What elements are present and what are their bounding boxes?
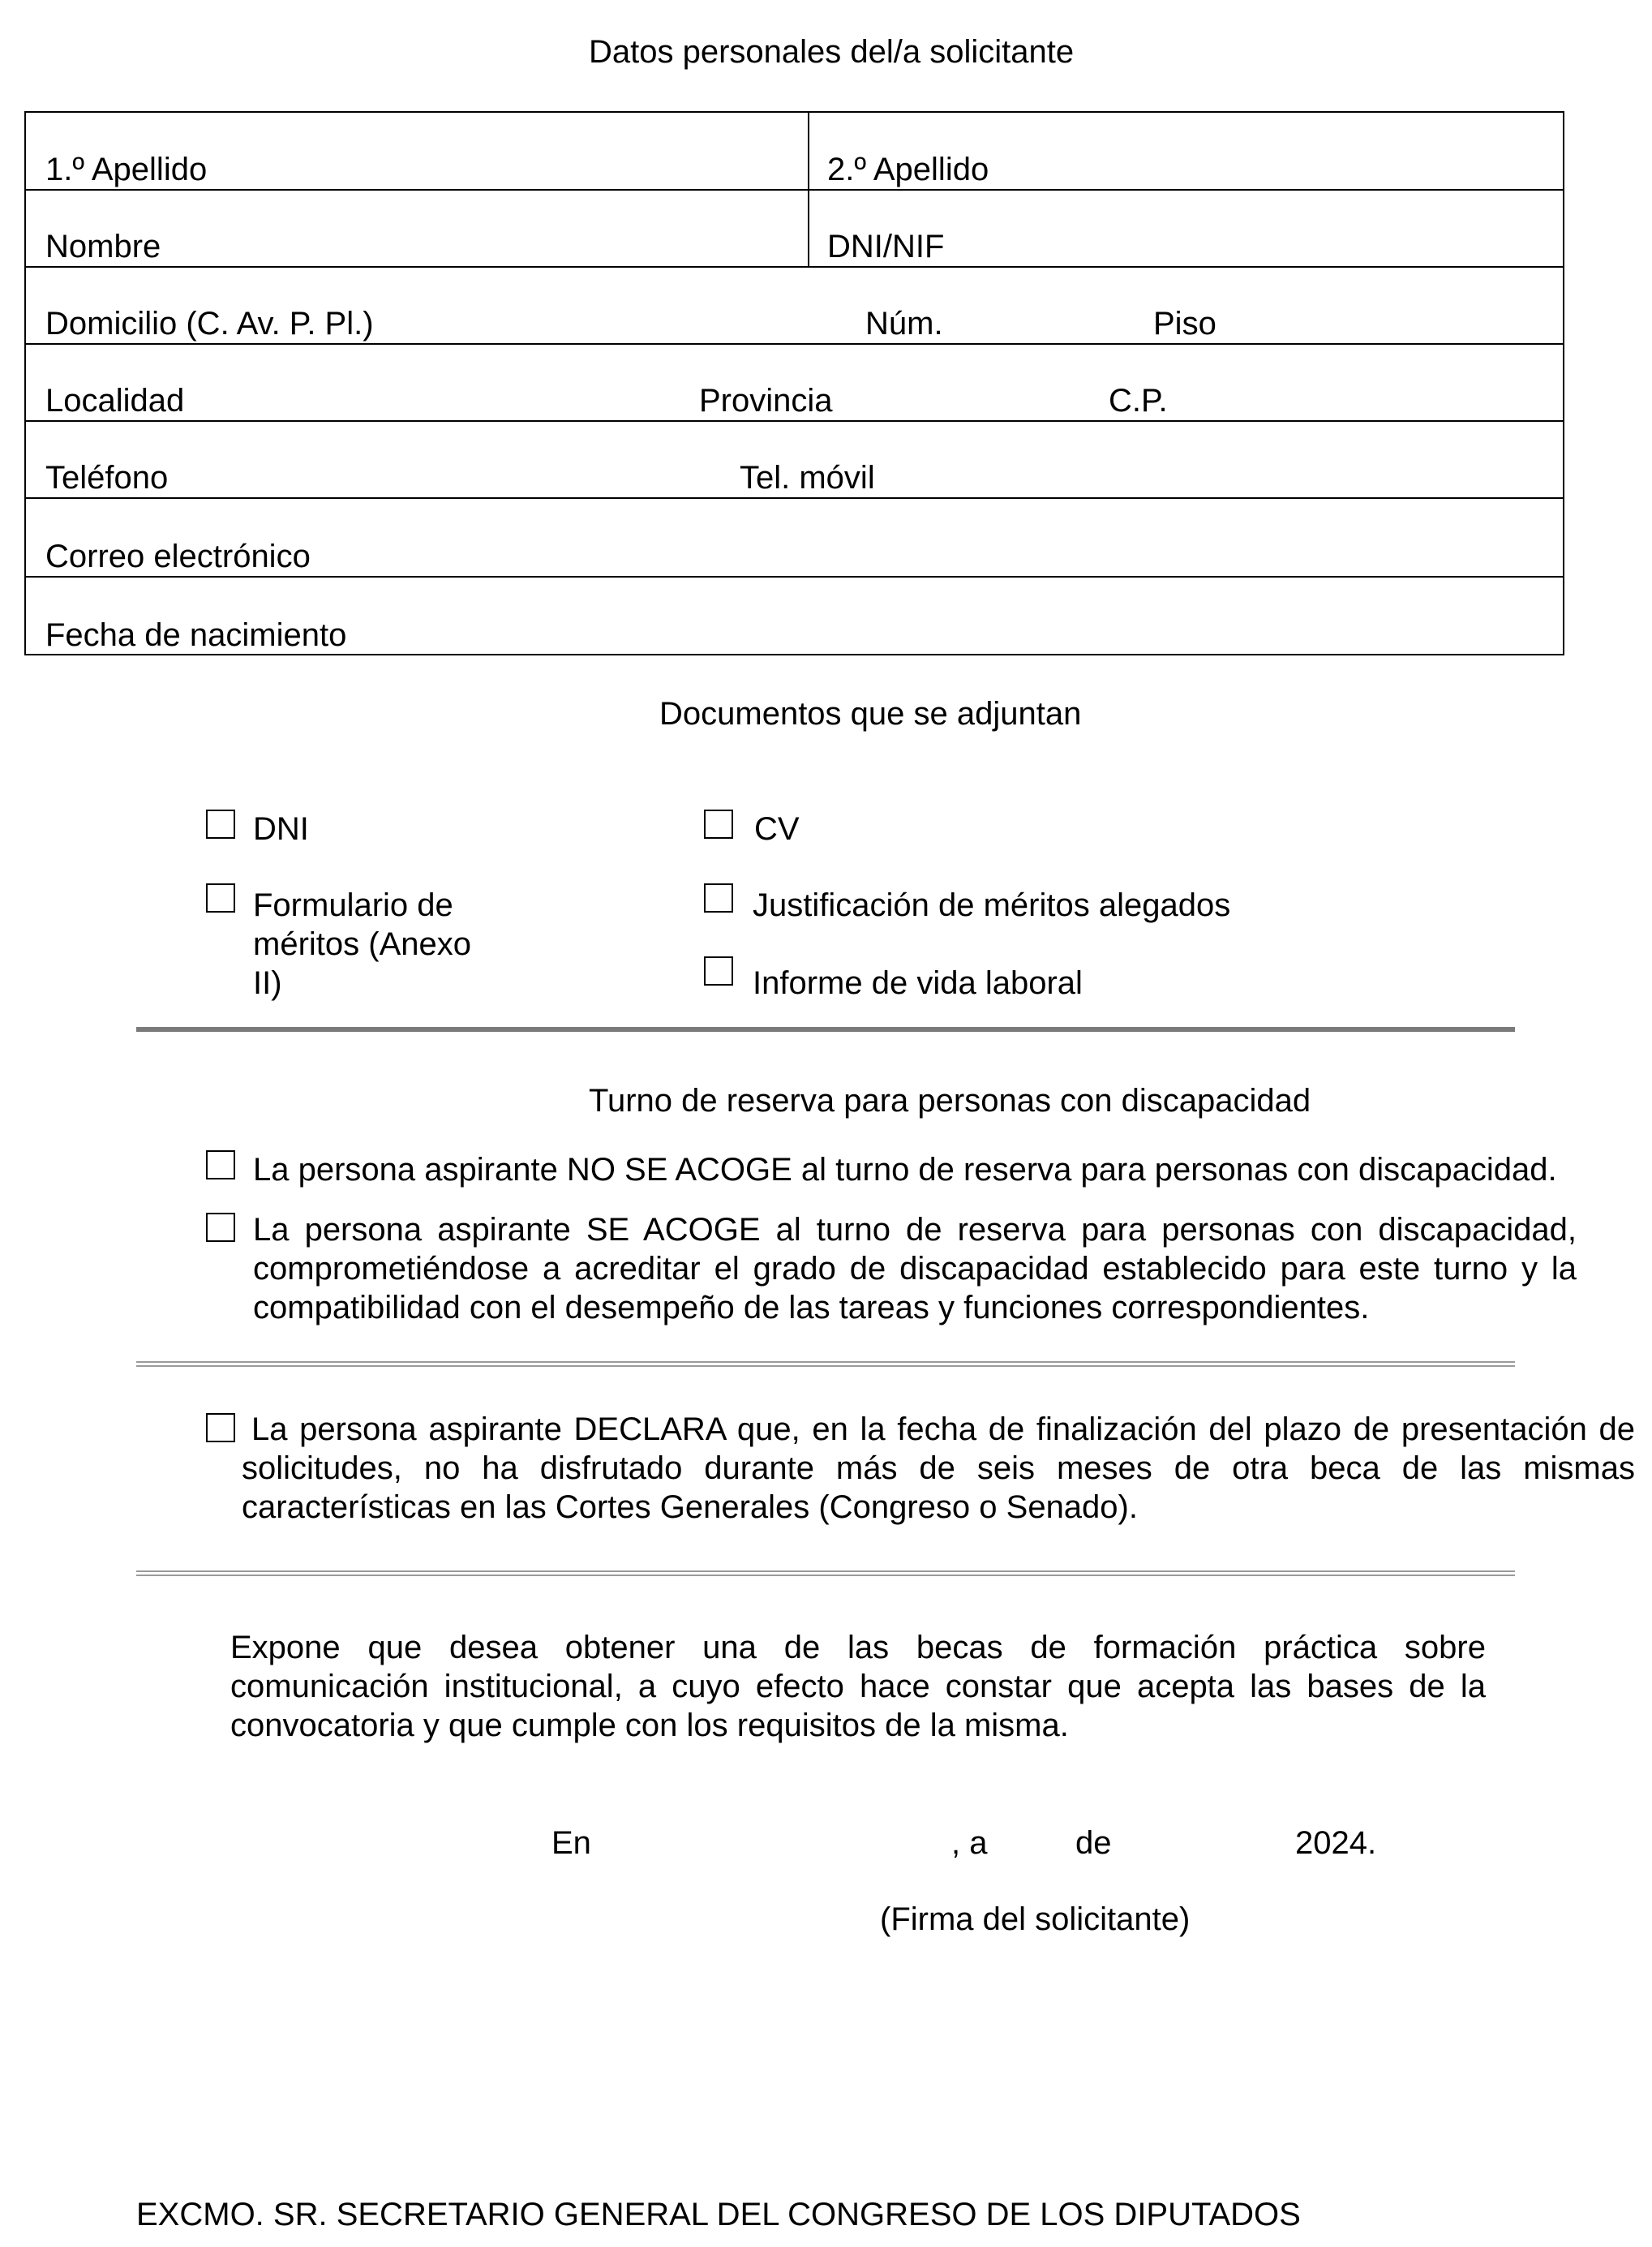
checkbox-label-dni: DNI: [253, 811, 309, 847]
checkbox-acoge[interactable]: [206, 1213, 235, 1242]
field-label-cp[interactable]: C.P.: [1109, 383, 1168, 419]
field-label-provincia[interactable]: Provincia: [699, 383, 833, 419]
checkbox-label-acoge: La persona aspirante SE ACOGE al turno de reserva para personas con discapacidad, comprometiéndose a acreditar el grado de discapacidad establecido para este turno y la compatibilidad con el desempeño de las tareas y funciones correspondientes.: [253, 1212, 1577, 1325]
table-row-divider: [26, 576, 1563, 578]
field-label-domicilio[interactable]: Domicilio (C. Av. P. Pl.): [45, 306, 374, 342]
checkbox-label-no-acoge: La persona aspirante NO SE ACOGE al turno de reserva para personas con discapacidad.: [253, 1152, 1557, 1188]
field-label-tel-movil[interactable]: Tel. móvil: [740, 460, 875, 496]
documents-title: Documentos que se adjuntan: [659, 696, 1082, 732]
table-row-divider: [26, 497, 1563, 499]
field-label-apellido2[interactable]: 2.º Apellido: [827, 152, 989, 187]
table-row-divider: [26, 343, 1563, 345]
field-label-localidad[interactable]: Localidad: [45, 383, 185, 419]
field-label-correo[interactable]: Correo electrónico: [45, 539, 311, 574]
personal-data-table: [24, 111, 1564, 655]
addressee: EXCMO. SR. SECRETARIO GENERAL DEL CONGRESO DE LOS DIPUTADOS: [136, 2197, 1301, 2232]
statement-text: Expone que desea obtener una de las becas de formación práctica sobre comunicación institucional, a cuyo efecto hace constar que acepta las bases de la convocatoria y que cumple con los requisitos de la misma.: [230, 1630, 1486, 1743]
table-column-divider: [808, 113, 809, 266]
field-label-nombre[interactable]: Nombre: [45, 229, 161, 264]
date-line-year: 2024.: [1295, 1825, 1377, 1861]
checkbox-declara[interactable]: [206, 1413, 235, 1442]
section-divider: [136, 1570, 1515, 1576]
checkbox-dni[interactable]: [206, 810, 235, 839]
field-label-fecha-nacimiento[interactable]: Fecha de nacimiento: [45, 617, 347, 653]
section-divider: [136, 1027, 1515, 1032]
field-label-telefono[interactable]: Teléfono: [45, 460, 169, 496]
checkbox-label-cv: CV: [754, 811, 800, 847]
field-label-num[interactable]: Núm.: [865, 306, 943, 342]
checkbox-vida-laboral[interactable]: [704, 956, 733, 986]
table-row-divider: [26, 420, 1563, 422]
checkbox-label-vida-laboral: Informe de vida laboral: [753, 965, 1083, 1001]
table-row-divider: [26, 189, 1563, 191]
checkbox-justificacion-meritos[interactable]: [704, 883, 733, 913]
personal-data-title: Datos personales del/a solicitante: [589, 34, 1075, 70]
checkbox-label-justificacion-meritos: Justificación de méritos alegados: [753, 887, 1231, 923]
field-label-apellido1[interactable]: 1.º Apellido: [45, 152, 208, 187]
checkbox-label-formulario-meritos: Formulario de méritos (Anexo II): [253, 887, 471, 1001]
checkbox-cv[interactable]: [704, 810, 733, 839]
declaration-text: La persona aspirante DECLARA que, en la fecha de finalización del plazo de presentación de solicitudes, no ha disfrutado durante más de seis meses de otra beca de las mismas características en las Cortes Generales (Congreso o Senado).: [242, 1411, 1635, 1525]
checkbox-formulario-meritos[interactable]: [206, 883, 235, 913]
date-line-en: En: [551, 1825, 591, 1861]
checkbox-no-acoge[interactable]: [206, 1150, 235, 1179]
signature-label: (Firma del solicitante): [880, 1901, 1191, 1937]
field-label-dni-nif[interactable]: DNI/NIF: [827, 229, 945, 264]
field-label-piso[interactable]: Piso: [1153, 306, 1216, 342]
reserve-title: Turno de reserva para personas con discapacidad: [589, 1083, 1311, 1119]
table-row-divider: [26, 266, 1563, 268]
date-line-a: , a: [951, 1825, 988, 1861]
date-line-de: de: [1075, 1825, 1112, 1861]
section-divider: [136, 1361, 1515, 1367]
